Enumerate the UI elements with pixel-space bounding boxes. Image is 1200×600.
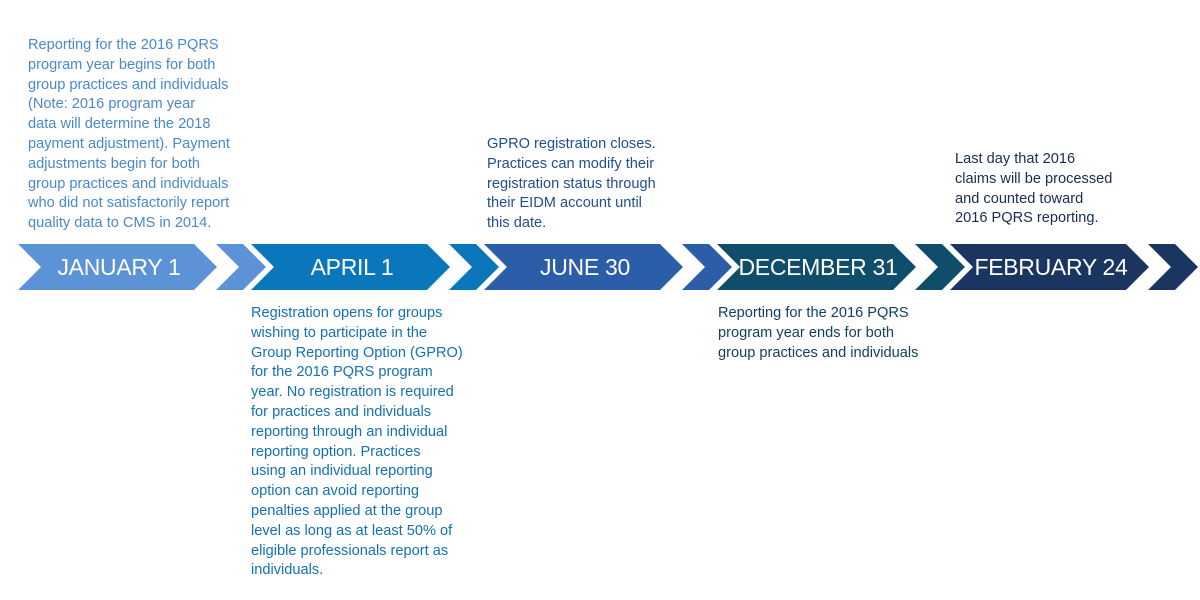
milestone-note-april-1: Registration opens for groups wishing to participate in the Group Reporting Option (GPRO) for the 2016 PQRS program year. No registration is required for practices and individuals reporting through an individual reporting option. Practices using an individual reporting option can avoid reporting penalties applied at the group level as long as at least 50% of eligible professionals report as individuals.	[251, 305, 463, 579]
connector-chevron-5	[1148, 244, 1198, 290]
milestone-note-february-24: Last day that 2016 claims will be processed and counted toward 2016 PQRS reporting.	[955, 151, 1113, 227]
date-label-february-24: FEBRUARY 24	[974, 254, 1128, 280]
milestone-january-1	[18, 244, 266, 290]
date-label-june-30: JUNE 30	[540, 254, 630, 280]
milestone-june-30	[484, 244, 732, 290]
milestone-note-june-30: GPRO registration closes. Practices can modify their registration status through their EIDM account until this date.	[487, 136, 656, 232]
date-label-april-1: APRIL 1	[310, 254, 394, 280]
milestone-february-24	[950, 244, 1198, 290]
date-label-january-1: JANUARY 1	[57, 254, 181, 280]
milestone-april-1	[251, 244, 499, 290]
milestone-note-january-1: Reporting for the 2016 PQRS program year begins for both group practices and individuals (Note: 2016 program year data will determine the 2018 payment adjustment). Payment adjustments begin for both group practices and individuals who did not satisfactorily report quality data to CMS in 2014.	[28, 37, 230, 232]
milestone-december-31	[717, 244, 965, 290]
date-label-december-31: DECEMBER 31	[738, 254, 898, 280]
milestone-note-december-31: Reporting for the 2016 PQRS program year ends for both group practices and individuals	[718, 305, 919, 361]
